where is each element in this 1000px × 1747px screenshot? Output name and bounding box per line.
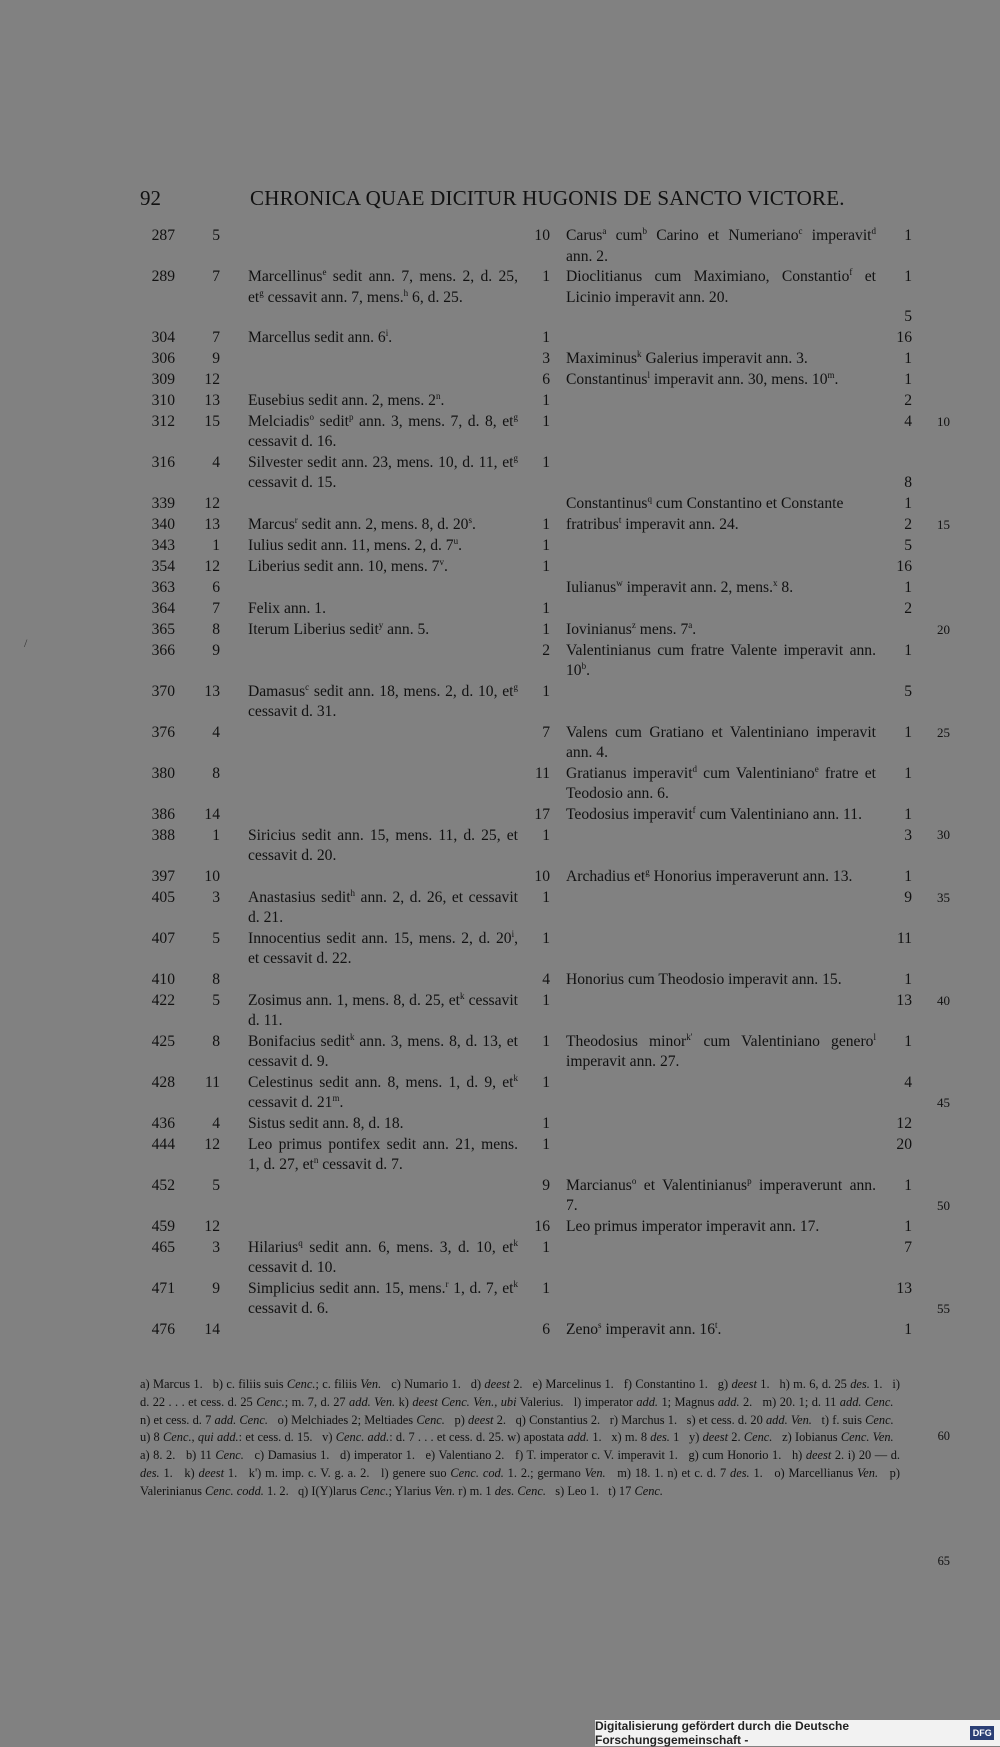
- line-number: 40: [937, 992, 950, 1008]
- footnote-line-number-60: 60: [937, 1429, 950, 1443]
- emperor-entry: Marcianus$^o$ et Valentinianus$^p$ imperaverunt ann. 7.: [566, 1175, 877, 1214]
- chronicle-row: [0, 1032, 1000, 1073]
- pope-count-cell: 8: [212, 764, 220, 782]
- pope-count-cell: 7: [212, 268, 220, 285]
- pope-entry: Celestinus sedit ann. 8, mens. 1, d. 9, $et^k$ cessavit d. 21$^m$.: [248, 1072, 518, 1111]
- pope-entry: Iulius sedit ann. 11, mens. 2, d. 7$^u$.: [248, 535, 462, 554]
- pope-count-cell: 15: [204, 412, 220, 430]
- chronicle-row: [0, 328, 1000, 349]
- chronicle-row: [0, 1135, 1000, 1176]
- year-cell: 363: [151, 578, 175, 596]
- emperor-entry: Iovinianus$^z$ mens. 7$^a$.: [566, 619, 697, 638]
- emperor-entry: Zeno$^s$ imperavit ann. 16$^t$.: [566, 1319, 722, 1338]
- indiction-cell: 1: [904, 494, 912, 512]
- chronicle-row: [0, 494, 1000, 515]
- year-cell: 436: [151, 1114, 175, 1132]
- emperor-count-cell: 7: [542, 723, 550, 741]
- year-cell: 425: [151, 1032, 175, 1050]
- pope-entry: Melciadis$^o$ sedit$^p$ ann. 3, mens. 7, d. 8, $et^g$ cessavit d. 16.: [248, 411, 518, 450]
- chronicle-row: [0, 764, 1000, 805]
- margin-mark: /: [24, 636, 28, 650]
- pope-entry: [248, 805, 518, 826]
- pope-entry: [248, 349, 518, 370]
- emperor-entry: Leo primus imperator imperavit ann. 17.: [566, 1217, 820, 1235]
- year-cell: 388: [151, 826, 175, 844]
- pope-count-cell: 10: [204, 867, 220, 885]
- year-cell: 428: [151, 1073, 175, 1091]
- chronicle-row: [0, 1176, 1000, 1217]
- emperor-count-cell: 1: [542, 1135, 550, 1153]
- pope-count-cell: 9: [212, 349, 220, 367]
- emperor-count-cell: 1: [542, 391, 550, 409]
- pope-count-cell: 4: [212, 1114, 220, 1132]
- year-cell: 339: [151, 494, 175, 512]
- year-cell: 366: [151, 641, 175, 659]
- indiction-cell: 9: [904, 888, 912, 906]
- indiction-cell: 7: [904, 1238, 912, 1256]
- pope-count-cell: 11: [204, 1073, 220, 1091]
- indiction-cell: 5: [904, 308, 912, 325]
- year-cell: 459: [151, 1217, 175, 1235]
- pope-count-cell: 7: [212, 599, 220, 617]
- pope-entry: Simplicius sedit ann. 15, mens.$^r$ 1, d. 7, $et^k$ cessavit d. 6.: [248, 1278, 519, 1317]
- indiction-cell: 1: [904, 641, 912, 659]
- emperor-entry: Gratianus imperavit$^d$ cum Valentiniano$^e$ fratre et Teodosio ann. 6.: [566, 763, 876, 802]
- indiction-cell: 13: [896, 1279, 912, 1297]
- indiction-cell: 16: [896, 328, 912, 346]
- year-cell: 422: [151, 991, 175, 1009]
- indiction-cell: 4: [904, 1073, 912, 1091]
- year-cell: 316: [151, 453, 175, 471]
- emperor-count-cell: 1: [542, 268, 550, 285]
- pope-entry: Bonifacius sedit$^k$ ann. 3, mens. 8, d. 13, et cessavit d. 9.: [248, 1031, 518, 1070]
- indiction-cell: 5: [904, 536, 912, 554]
- pope-entry: [248, 494, 518, 515]
- indiction-cell: 1: [904, 723, 912, 741]
- pope-count-cell: 4: [212, 723, 220, 741]
- indiction-cell: 1: [904, 805, 912, 823]
- chronicle-row: [0, 391, 1000, 412]
- pope-entry: Iterum Liberius sedit$^y$ ann. 5.: [248, 619, 430, 638]
- pope-count-cell: 1: [212, 826, 220, 844]
- pope-count-cell: 13: [204, 391, 220, 409]
- emperor-count-cell: 1: [542, 599, 550, 617]
- chronicle-row: [0, 267, 1000, 328]
- indiction-cell: 13: [896, 991, 912, 1009]
- pope-count-cell: 13: [204, 515, 220, 533]
- emperor-count-cell: 11: [534, 764, 550, 782]
- page-title: CHRONICA QUAE DICITUR HUGONIS DE SANCTO VICTORE.: [250, 186, 845, 210]
- indiction-cell: 1: [904, 1176, 912, 1194]
- dfg-logo: DFG: [970, 1726, 994, 1740]
- indiction-cell: 4: [904, 412, 912, 430]
- emperor-count-cell: 1: [542, 536, 550, 554]
- chronicle-row: [0, 682, 1000, 723]
- emperor-count-cell: 1: [542, 888, 550, 906]
- year-cell: 340: [151, 515, 175, 533]
- emperor-count-cell: 16: [534, 1217, 550, 1235]
- pope-entry: [248, 970, 518, 991]
- year-cell: 397: [151, 867, 175, 885]
- year-cell: 354: [151, 557, 175, 575]
- year-cell: 465: [151, 1238, 175, 1256]
- pope-entry: Anastasius sedit$^h$ ann. 2, d. 26, et cessavit d. 21.: [248, 887, 518, 926]
- pope-count-cell: 9: [212, 641, 220, 659]
- year-cell: 289: [151, 268, 175, 285]
- pope-count-cell: 12: [204, 1135, 220, 1153]
- year-cell: 444: [151, 1135, 175, 1153]
- pope-count-cell: 5: [212, 1176, 220, 1194]
- pope-count-cell: 8: [212, 970, 220, 988]
- chronicle-row: [0, 557, 1000, 578]
- chronicle-row: [0, 453, 1000, 494]
- chronicle-row: [0, 888, 1000, 929]
- pope-entry: [248, 1176, 518, 1197]
- chronicle-row: [0, 370, 1000, 391]
- indiction-cell: 5: [904, 682, 912, 700]
- emperor-count-cell: 1: [542, 328, 550, 346]
- year-cell: 471: [151, 1279, 175, 1297]
- chronicle-row: [0, 1238, 1000, 1279]
- year-cell: 310: [151, 391, 175, 409]
- pope-entry: Zosimus ann. 1, mens. 8, d. 25, $et^k$ cessavit d. 11.: [248, 990, 518, 1029]
- chronicle-row: [0, 991, 1000, 1032]
- line-number: 10: [937, 413, 950, 429]
- chronicle-row: [0, 620, 1000, 641]
- emperor-entry: fratribus$^t$ imperavit ann. 24.: [566, 514, 739, 533]
- emperor-entry: Valentinianus cum fratre Valente imperavit ann. 10$^b$.: [566, 641, 876, 679]
- pope-entry: Marcus$^r$ sedit ann. 2, mens. 8, d. 20$^s$.: [248, 514, 476, 533]
- indiction-cell: 1: [904, 268, 912, 285]
- pope-entry: Eusebius sedit ann. 2, mens. 2$^n$.: [248, 390, 445, 409]
- footer-text: Digitalisierung gefördert durch die Deutsche Forschungsgemeinschaft -: [595, 1719, 850, 1747]
- pope-entry: [248, 764, 518, 785]
- emperor-entry: Valens cum Gratiano et Valentiniano imperavit ann. 4.: [566, 723, 876, 761]
- emperor-count-cell: 1: [542, 515, 550, 533]
- indiction-cell: 16: [896, 557, 912, 575]
- pope-entry: [248, 1217, 518, 1238]
- year-cell: 452: [151, 1176, 175, 1194]
- emperor-count-cell: 1: [542, 682, 550, 700]
- year-cell: 476: [151, 1320, 175, 1338]
- emperor-count-cell: 10: [534, 867, 550, 885]
- pope-entry: [248, 641, 518, 662]
- emperor-entry: Archadius $et^g$ Honorius imperaverunt ann. 13.: [566, 866, 853, 885]
- year-cell: 386: [151, 805, 175, 823]
- emperor-count-cell: 1: [542, 412, 550, 430]
- year-cell: 370: [151, 682, 175, 700]
- indiction-cell: 12: [896, 1114, 912, 1132]
- year-cell: 405: [151, 888, 175, 906]
- chronicle-row: [0, 515, 1000, 536]
- year-cell: 343: [151, 536, 175, 554]
- pope-count-cell: 7: [212, 328, 220, 346]
- indiction-cell: 1: [904, 1217, 912, 1235]
- indiction-cell: 11: [896, 929, 912, 947]
- footnote-line-number-65: 65: [937, 1554, 950, 1568]
- pope-entry: [248, 867, 518, 888]
- pope-count-cell: 5: [212, 991, 220, 1009]
- emperor-entry: Teodosius imperavit$^f$ cum Valentiniano ann. 11.: [566, 804, 862, 823]
- pope-entry: Marcellinus$^e$ sedit ann. 7, mens. 2, d. 25, $et^g$ cessavit ann. 7, mens.$^h$ 6, d. 25.: [248, 266, 518, 306]
- year-cell: 365: [151, 620, 175, 638]
- emperor-count-cell: 1: [542, 826, 550, 844]
- pope-count-cell: 8: [212, 620, 220, 638]
- indiction-cell: 1: [904, 578, 912, 596]
- emperor-count-cell: 10: [534, 227, 550, 244]
- emperor-entry: Maximinus$^k$ Galerius imperavit ann. 3.: [566, 348, 808, 367]
- indiction-cell: 1: [904, 1320, 912, 1338]
- indiction-cell: 8: [904, 473, 912, 491]
- chronicle-row: [0, 1114, 1000, 1135]
- indiction-cell: 2: [904, 391, 912, 409]
- emperor-count-cell: 1: [542, 1032, 550, 1050]
- pope-entry: [248, 723, 518, 744]
- emperor-count-cell: 1: [542, 453, 550, 471]
- chronicle-row: [0, 1217, 1000, 1238]
- chronicle-row: [0, 970, 1000, 991]
- emperor-entry: Theodosius minor$^{k'}$ cum Valentiniano genero$^l$ imperavit ann. 27.: [566, 1031, 876, 1070]
- emperor-count-cell: 1: [542, 1238, 550, 1256]
- emperor-count-cell: 6: [542, 370, 550, 388]
- footnotes: a) Marcus 1. b) c. filiis suis Cenc.; c. filiis Ven. c) Numario 1. d) deest 2. e) Marcelinus 1. f) Constantino 1. g) deest 1. h) m. 6, d. 25 des. 1. i) d. 22 . . . et cess. d. 25 Cenc.; m. 7, d. 27 add. Ven. k) deest Cenc. Ven., ubi Valerius. l) imperator add. 1; Magnus add. 2. m) 20. 1; d. 11 add. Cenc. n) et cess. d. 7 add. Cenc. o) Melchiades 2; Meltiades Cenc. p) deest 2. q) Constantius 2. r) Marchus 1. s) et cess. d. 20 add. Ven. t) f. suis Cenc. u) 8 Cenc., qui add.: et cess. d. 15. v) Cenc. add.: d. 7 . . . et cess. d. 25. w) apostata add. 1. x) m. 8 des. 1 y) deest 2. Cenc. z) Iobianus Cenc. Ven. a) 8. 2. b) 11 Cenc. c) Damasius 1. d) imperator 1. e) Valentiano 2. f) T. imperator c. V. imperavit 1. g) cum Honorio 1. h) deest 2. i) 20 — d. des. 1. k) deest 1. k') m. imp. c. V. g. a. 2. l) genere suo Cenc. cod. 1. 2.; germano Ven. m) 18. 1. n) et c. d. 7 des. 1. o) Marcellianus Ven. p) Valerinianus Cenc. codd. 1. 2. q) I(Y)larus Cenc.; Ylarius Ven. r) m. 1 des. Cenc. s) Leo 1. t) 17 Cenc.: [140, 1377, 901, 1498]
- chronicle-row: [0, 826, 1000, 867]
- pope-entry: [248, 370, 518, 391]
- emperor-entry: Constantinus$^l$ imperavit ann. 30, mens. 10$^m$.: [566, 369, 839, 388]
- year-cell: 364: [151, 599, 175, 617]
- pope-entry: Innocentius sedit ann. 15, mens. 2, d. 20$^i$, et cessavit d. 22.: [248, 928, 518, 967]
- line-number: 55: [937, 1300, 950, 1316]
- year-cell: 304: [151, 328, 175, 346]
- chronicle-row: [0, 578, 1000, 599]
- pope-count-cell: 14: [204, 805, 220, 823]
- chronicle-row: [0, 641, 1000, 682]
- pope-count-cell: 5: [212, 929, 220, 947]
- pope-entry: Felix ann. 1.: [248, 599, 326, 617]
- pope-count-cell: 12: [204, 1217, 220, 1235]
- emperor-entry: Iulianus$^w$ imperavit ann. 2, mens.$^x$ 8.: [566, 577, 794, 596]
- year-cell: 287: [151, 227, 175, 244]
- pope-entry: [248, 226, 518, 247]
- pope-count-cell: 3: [212, 888, 220, 906]
- chronicle-row: [0, 929, 1000, 970]
- pope-entry: Siricius sedit ann. 15, mens. 11, d. 25, et cessavit d. 20.: [248, 826, 518, 864]
- emperor-entry: Constantinus$^q$ cum Constantino et Constante: [566, 493, 844, 512]
- pope-count-cell: 12: [204, 557, 220, 575]
- pope-entry: Silvester sedit ann. 23, mens. 10, d. 11, $et^g$ cessavit d. 15.: [248, 452, 518, 491]
- year-cell: 407: [151, 929, 175, 947]
- pope-entry: Damasus$^c$ sedit ann. 18, mens. 2, d. 10, $et^g$ cessavit d. 31.: [248, 681, 518, 720]
- line-number: 25: [937, 724, 950, 740]
- pope-count-cell: 5: [212, 227, 220, 244]
- chronicle-row: [0, 723, 1000, 764]
- chronicle-row: [0, 867, 1000, 888]
- year-cell: 380: [151, 764, 175, 782]
- emperor-count-cell: 1: [542, 991, 550, 1009]
- chronicle-row: [0, 226, 1000, 267]
- year-cell: 410: [151, 970, 175, 988]
- chronicle-row: [0, 1073, 1000, 1114]
- year-cell: 312: [151, 412, 175, 430]
- page-number: 92: [140, 186, 161, 210]
- emperor-count-cell: 6: [542, 1320, 550, 1338]
- emperor-count-cell: 1: [542, 929, 550, 947]
- pope-count-cell: 3: [212, 1238, 220, 1256]
- pope-entry: Sistus sedit ann. 8, d. 18.: [248, 1114, 404, 1132]
- chronicle-row: [0, 536, 1000, 557]
- chronicle-row: [0, 349, 1000, 370]
- emperor-entry: Honorius cum Theodosio imperavit ann. 15.: [566, 970, 842, 988]
- emperor-entry: Dioclitianus cum Maximiano, Constantio$^f$ et Licinio imperavit ann. 20.: [566, 266, 876, 306]
- emperor-count-cell: 1: [542, 1114, 550, 1132]
- line-number: 15: [937, 516, 950, 532]
- emperor-entry: Carus$^a$ cum$^b$ Carino et Numeriano$^c$ imperavit$^d$ ann. 2.: [566, 225, 877, 265]
- pope-count-cell: 12: [204, 370, 220, 388]
- year-cell: 309: [151, 370, 175, 388]
- indiction-cell: 1: [904, 970, 912, 988]
- indiction-cell: 2: [904, 599, 912, 617]
- line-number: 20: [937, 621, 950, 637]
- chronicle-row: [0, 1279, 1000, 1320]
- line-number: 35: [937, 889, 950, 905]
- digitization-footer: [595, 1720, 1000, 1746]
- line-number: 50: [937, 1197, 950, 1213]
- pope-entry: Hilarius$^q$ sedit ann. 6, mens. 3, d. 10, $et^k$ cessavit d. 10.: [248, 1237, 518, 1276]
- indiction-cell: 1: [904, 764, 912, 782]
- pope-count-cell: 8: [212, 1032, 220, 1050]
- indiction-cell: 1: [904, 1032, 912, 1050]
- chronicle-row: [0, 1320, 1000, 1341]
- indiction-cell: 20: [896, 1135, 912, 1153]
- pope-count-cell: 6: [212, 578, 220, 596]
- line-number: 30: [937, 826, 950, 842]
- emperor-count-cell: 17: [534, 805, 550, 823]
- pope-entry: [248, 1320, 518, 1341]
- emperor-count-cell: 1: [542, 620, 550, 638]
- chronicle-row: [0, 412, 1000, 453]
- pope-count-cell: 12: [204, 494, 220, 512]
- emperor-count-cell: 1: [542, 557, 550, 575]
- pope-entry: Liberius sedit ann. 10, mens. 7$^v$.: [248, 556, 448, 575]
- emperor-count-cell: 4: [542, 970, 550, 988]
- pope-entry: [248, 578, 518, 599]
- indiction-cell: 3: [904, 826, 912, 844]
- pope-count-cell: 9: [212, 1279, 220, 1297]
- emperor-count-cell: 3: [542, 349, 550, 367]
- indiction-cell: 1: [904, 227, 912, 244]
- pope-entry: Marcellus sedit ann. 6$^i$.: [248, 327, 393, 346]
- pope-count-cell: 4: [212, 453, 220, 471]
- pope-count-cell: 14: [204, 1320, 220, 1338]
- chronicle-table: [0, 226, 1000, 1341]
- indiction-cell: 2: [904, 515, 912, 533]
- year-cell: 306: [151, 349, 175, 367]
- emperor-count-cell: 2: [542, 641, 550, 659]
- chronicle-row: [0, 599, 1000, 620]
- pope-entry: Leo primus pontifex sedit ann. 21, mens. 1, d. 27, $et^n$ cessavit d. 7.: [248, 1135, 518, 1173]
- emperor-count-cell: 9: [542, 1176, 550, 1194]
- emperor-count-cell: 1: [542, 1279, 550, 1297]
- pope-count-cell: 1: [212, 536, 220, 554]
- indiction-cell: 1: [904, 349, 912, 367]
- emperor-count-cell: 1: [542, 1073, 550, 1091]
- year-cell: 376: [151, 723, 175, 741]
- indiction-cell: 1: [904, 370, 912, 388]
- indiction-cell: 1: [904, 867, 912, 885]
- pope-count-cell: 13: [204, 682, 220, 700]
- line-number: 45: [937, 1094, 950, 1110]
